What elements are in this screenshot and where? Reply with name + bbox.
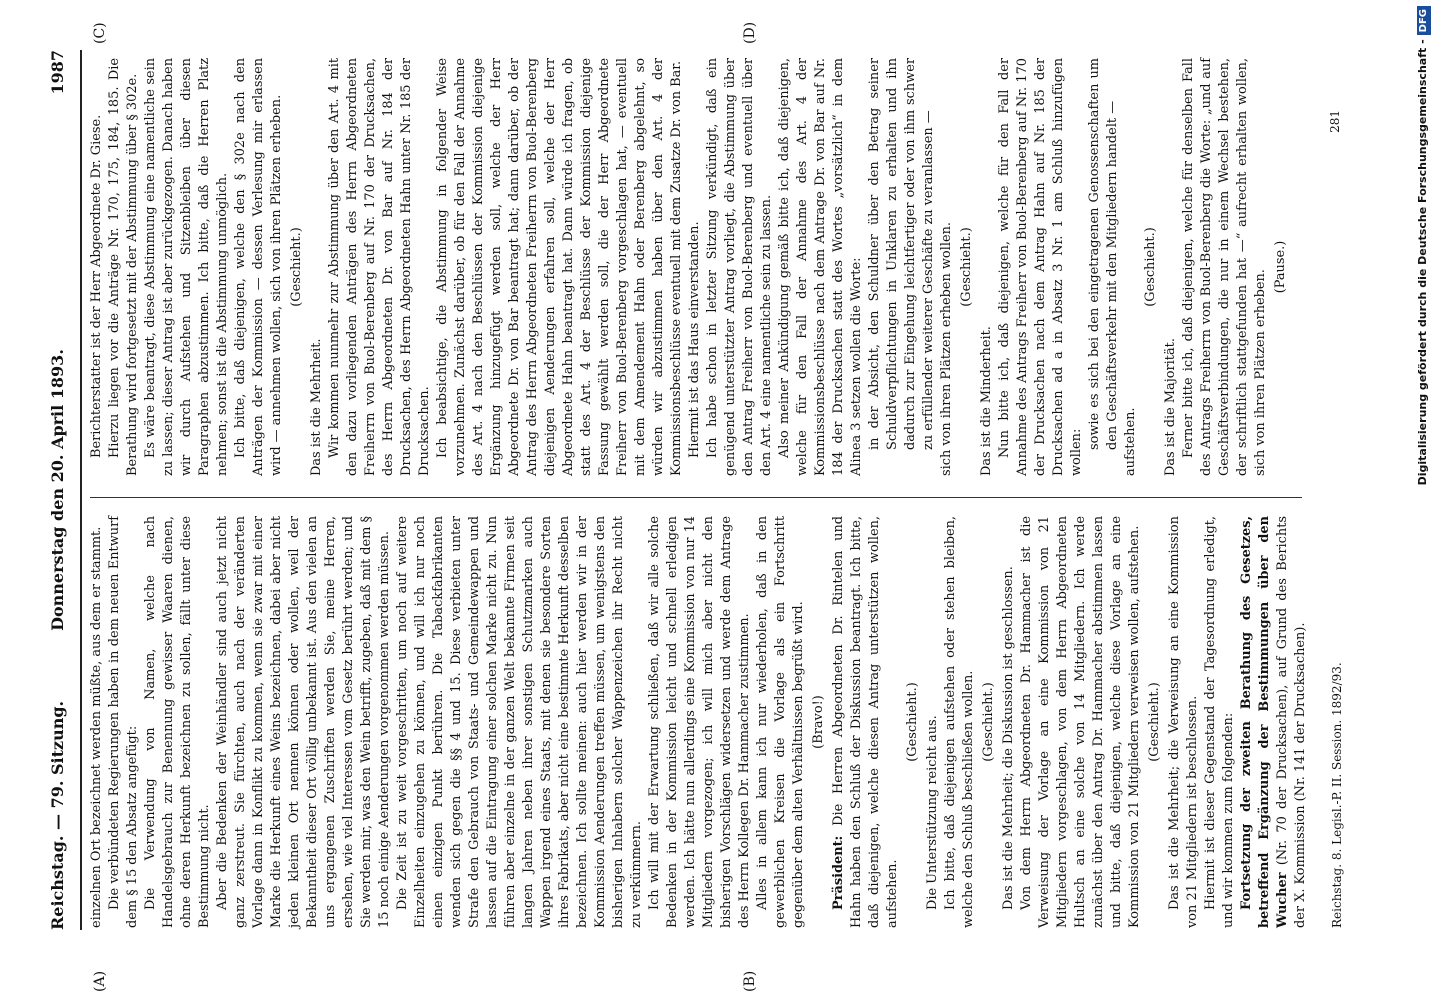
agenda-title: Fortsetzung der zweiten Berathung des Gesetzes, betreffend Ergänzung der Bestimmungen über den Wucher — [1239, 516, 1290, 928]
left-paragraph: Die Zeit ist zu weit vorgeschritten, um noch auf weitere Einzelheiten einzugehen zu können, und will ich nur noch einen einzigen Punkt berühren. Die Tabackfabrikanten wenden sich gegen die §§ 4 und 15. Diese verbieten unter Strafe den Gebrauch von Staats- und Gemeindewappen und lassen auf die Eintragung einer solchen Marke nicht zu. Nun führen aber einzelne in der ganzen Welt bekannte Firmen seit langen Jahren neben ihrer sonstigen Schutzmarken auch Wappen irgend eines Staats, mit denen sie besondere Sorten ihres Fabrikats, aber nicht eine bestimmte Herkunft desselben bezeichnen. Ich sollte meinen: auch hier werden wir in der Kommission Aenderungen treffen müssen, um wenigstens den bisherigen Inhabern solcher Wappenzeichen ihr Recht nicht zu verkümmern. — [395, 516, 644, 928]
president-speech: Die Herren Abgeordneten Dr. Rintelen und Hahn haben den Schluß der Diskussion beantragt. Ich bitte, daß diejenigen, welche diesen Antrag unterstützen wollen, aufstehen. — [831, 516, 900, 928]
left-paragraph: Alles in allem kann ich nur wiederholen, daß in den gewerblichen Kreisen die Vorlage als ein Fortschritt gegenüber dem alten Verhältnissen begrüßt wird. — [755, 516, 806, 928]
president-label: Präsident: — [831, 835, 846, 910]
stage-direction: (Geschieht.) — [959, 227, 974, 307]
dfg-logo: DFG — [1417, 6, 1431, 35]
agenda-item — [1238, 516, 1310, 928]
header-date: Donnerstag den 20. April 1893. — [48, 349, 67, 631]
left-column — [88, 516, 1310, 928]
right-paragraph: sich von ihren Plätzen erheben wollen. — [939, 222, 954, 476]
header-page-number: 1987 — [48, 50, 67, 95]
digitization-sidebar — [1412, 6, 1432, 994]
dfg-credit-text: Digitalisierung gefördert durch die Deutsche Forschungsgemeinschaft - — [1416, 39, 1429, 486]
left-paragraph: einzelnen Ort bezeichnet werden müßte, aus dem er stammt. — [89, 526, 104, 928]
stage-direction: (Geschieht.) — [905, 682, 920, 762]
quoted-motion: sowie es sich bei den eingetragenen Genossenschaften um den Geschäftsverkehr mit den Mitgliedern handelt — — [1087, 58, 1120, 450]
header-left: Reichstag. — 79. Sitzung. — [48, 700, 67, 930]
right-paragraph: Das ist die Mehrheit. — [309, 338, 324, 476]
right-paragraph: aufstehen. — [1123, 407, 1138, 476]
left-footer: Reichstag. 8. Legisl.-P. II. Session. 1892/93. — [1330, 662, 1344, 928]
stage-direction: (Geschieht.) — [1147, 682, 1162, 762]
right-paragraph: Ferner bitte ich, daß diejenigen, welche für denselben Fall des Antrags Freiherrn von Buol-Berenberg die Worte: „und auf Geschäftsverbindungen, die nur in einem Wechsel bestehen, der schriftlich stattgefunden hat —“ aufrecht erhalten wollen, sich von ihren Plätzen erheben. — [1181, 58, 1268, 476]
right-paragraph: Ich bitte, daß diejenigen, welche den § 302e nach den Anträgen der Kommission — dessen Verlesung mir erlassen wird — annehmen wollen, sich von ihren Plätzen erheben. — [233, 58, 284, 476]
right-paragraph: Das ist die Majorität. — [1163, 338, 1178, 476]
left-paragraph: Die Unterstützung reicht aus. — [925, 715, 940, 910]
left-paragraph: Das ist die Mehrheit; die Diskussion ist geschlossen. — [1001, 566, 1016, 910]
right-paragraph: Berichterstatter ist der Herr Abgeordnete Dr. Giese. — [89, 114, 104, 458]
left-paragraph: Die verbündeten Regierungen haben in dem neuen Entwurf dem § 15 den Absatz angefügt: — [107, 516, 140, 928]
margin-mark-a: (A) — [92, 970, 108, 992]
stage-direction: (Geschieht.) — [289, 227, 304, 307]
bravo-note: (Bravo!) — [811, 695, 826, 749]
left-paragraph: Aber die Bedenken der Weinhändler sind auch jetzt nicht ganz zerstreut. Sie fürchten, auch nach der veränderten Vorlage dann in Konflikt zu kommen, wenn sie zwar mit einer Marke die Herkunft eines Weins bezeichnen, dabei aber nicht jeden kleinen Ort nennen können oder wollen, weil der Bekanntheit dieser Ort völlig unbekannt ist. Aus den vielen an uns ergangenen Zuschriften werden Sie, meine Herren, ersehen, wie viel Interessen vom Gesetz berührt werden; und Sie werden mir, was den Wein betrifft, zugeben, daß mit dem § 15 noch einige Aenderungen vorgenommen werden müssen. — [215, 516, 392, 928]
right-paragraph: Also meiner Ankündigung gemäß bitte ich, daß diejenigen, welche für den Fall der Annahme des Art. 4 der Kommissionsbeschlüsse nach dem Antrage Dr. von Bar auf Nr. 184 der Drucksachen statt des Wortes „vorsätzlich“ in dem Alinea 3 setzen wollen die Worte: — [777, 58, 864, 476]
right-paragraph: Das ist die Minderheit. — [979, 326, 994, 476]
agenda-reference: (Nr. 70 der Drucksachen), auf Grund des Berichts der X. Kommission (Nr. 141 der Drucksachen). — [1275, 516, 1308, 928]
signature-number: 281 — [1328, 110, 1342, 133]
right-paragraph: Nun bitte ich, daß diejenigen, welche für den Fall der Annahme des Antrags Freiherr von Buol-Berenberg auf Nr. 170 der Drucksachen nach dem Antrag Hahn auf Nr. 185 der Drucksachen ad a in Absatz 3 Nr. 1 am Schluß hinzufügen wollen: — [997, 58, 1084, 476]
left-paragraph: Ich will mit der Erwartung schließen, daß wir alle solche Bedenken in der Kommission leicht und schnell erledigen werden. Ich hätte nun allerdings eine Kommission von nur 14 Mitgliedern vorgezogen; ich will mich aber nicht den bisherigen Vorschlägen widersetzen und werde dem Antrage des Herrn Kollegen Dr. Hammacher zustimmen. — [647, 516, 752, 928]
margin-mark-c: (C) — [92, 22, 108, 44]
left-paragraph: Das ist die Mehrheit; die Verweisung an eine Kommission von 21 Mitgliedern ist beschlossen. — [1167, 516, 1200, 928]
right-paragraph: Ich beabsichtige, die Abstimmung in folgender Weise vorzunehmen. Zunächst darüber, ob für den Fall der Annahme des Art. 4 nach den Beschlüssen der Kommission diejenige Ergänzung hinzugefügt werden soll, welche der Herr Abgeordnete Dr. von Bar beantragt hat; dann darüber, ob der Antrag des Herrn Abgeordneten Freiherrn von Buol-Berenberg diejenigen Aenderungen erfahren soll, welche der Herr Abgeordnete Hahn beantragt hat. Dann würde ich fragen, ob statt des Art. 4 der Beschlüsse der Kommission diejenige Fassung gewählt werden soll, die der Herr Abgeordnete Freiherr von Buol-Berenberg vorgeschlagen hat, — eventuell mit dem Amendement Hahn oder Berenberg abgelehnt, so würden wir abzustimmen haben über den Art. 4 der Kommissionsbeschlüsse eventuell mit dem Zusatze Dr. von Bar. — [435, 58, 684, 476]
left-paragraph: Ich bitte, daß diejenigen aufstehen oder stehen bleiben, welche den Schluß beschließen wollen. — [943, 516, 976, 928]
right-paragraph: Hierzu liegen vor die Anträge Nr. 170, 175, 184, 185. Die Berathung wird fortgesetzt mit der Abstimmung über § 302e. — [107, 58, 140, 476]
stage-direction: (Pause.) — [1273, 240, 1288, 294]
president-paragraph — [830, 516, 902, 928]
quoted-motion: in der Absicht, den Schuldner über den Betrag seiner Schuldverpflichtungen in Unklaren zu erhalten und ihn dadurch zur Eingehung leichtfertiger oder von ihm schwer zu erfüllender weiterer Geschäfte zu veranlassen — — [867, 58, 936, 450]
margin-mark-d: (D) — [742, 21, 758, 44]
left-paragraph: Die Verwendung von Namen, welche nach Handelsgebrauch zur Benennung gewisser Waaren dienen, ohne deren Herkunft bezeichnen zu sollen, fällt unter diese Bestimmung nicht. — [143, 516, 212, 928]
right-paragraph: Wir kommen nunmehr zur Abstimmung über den Art. 4 mit den dazu vorliegenden Anträgen des Herrn Abgeordneten Freiherrn von Buol-Berenberg auf Nr. 170 der Drucksachen, des Herrn Abgeordneten Dr. von Bar auf Nr. 184 der Drucksachen, des Herrn Abgeordneten Hahn unter Nr. 185 der Drucksachen. — [327, 58, 432, 476]
left-paragraph: Von dem Herrn Abgeordneten Dr. Hammacher ist die Verweisung der Vorlage an eine Kommission von 21 Mitgliedern vorgeschlagen, von dem Herrn Abgeordneten Hultsch an eine solche von 14 Mitgliedern. Ich werde zunächst über den Antrag Dr. Hammacher abstimmen lassen und bitte, daß diejenigen, welche diese Vorlage an eine Kommission von 21 Mitgliedern verweisen wollen, aufstehen. — [1019, 516, 1142, 928]
stage-direction: (Geschieht.) — [1143, 227, 1158, 307]
right-paragraph: Hiermit ist das Haus einverstanden. — [687, 221, 702, 458]
stage-direction: (Geschieht.) — [981, 682, 996, 762]
running-header — [48, 50, 74, 930]
margin-mark-b: (B) — [742, 970, 758, 992]
left-paragraph: Hiermit ist dieser Gegenstand der Tagesordnung erledigt, und wir kommen zum folgenden: — [1203, 516, 1236, 928]
right-paragraph: Es wäre beantragt, diese Abstimmung eine namentliche sein zu lassen; dieser Antrag ist aber zurückgezogen. Danach haben wir durch Aufstehen und Sitzenbleiben über diesen Paragraphen abzustimmen. Ich bitte, daß die Herren Platz nehmen; sonst ist die Abstimmung unmöglich. — [143, 58, 230, 476]
column-divider — [90, 497, 1302, 498]
right-paragraph: Ich habe schon in letzter Sitzung verkündigt, daß ein genügend unterstützter Antrag vorliegt, die Abstimmung über den Antrag Freiherr von Buol-Berenberg und eventuell über den Art. 4 eine namentliche sein zu lassen. — [705, 58, 774, 476]
header-rule — [80, 50, 82, 930]
right-column — [88, 58, 1292, 476]
